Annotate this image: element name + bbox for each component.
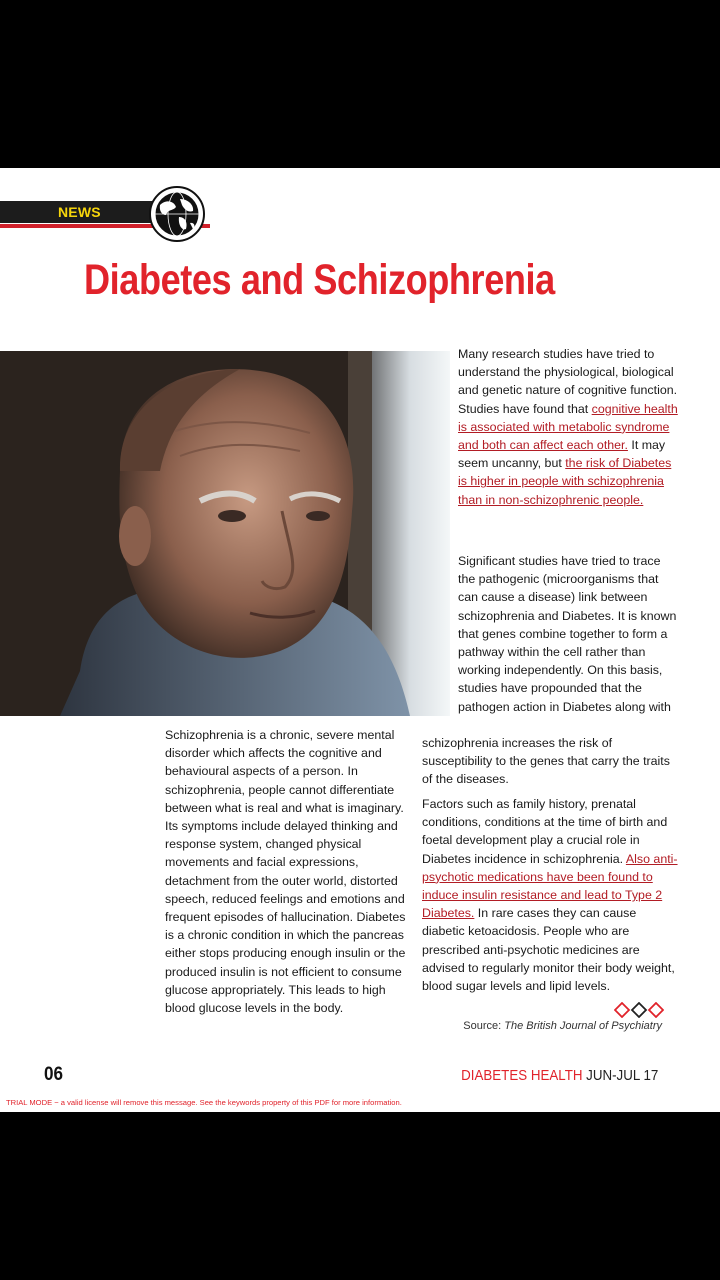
paragraph-text: schizophrenia increases the risk of susceptibility to the genes that carry the traits of the diseases. [422, 736, 670, 787]
paragraph-text: Schizophrenia is a chronic, severe mental disorder which affects the cognitive and behavioural aspects of a person. In schizophrenia, people cannot differentiate between what is real and what is imaginary. Its symptoms include delayed thinking and response system, changed physical movements and facial expressions, detachment from the outer world, distorted speech, reduced feelings and emotions and frequent episodes of hallucination. Diabetes is a chronic condition in which the pancreas either stops producing enough insulin or the produced insulin is not efficient to consume glucose appropriately. This leads to high blood glucose levels in the body. [165, 728, 406, 1016]
paragraph-pathogenic-link [458, 552, 678, 716]
source-journal: The British Journal of Psychiatry [504, 1020, 662, 1032]
paragraph-cognitive-health [458, 345, 678, 509]
magazine-page [0, 168, 720, 1112]
trial-mode-notice: TRIAL MODE − a valid license will remove this message. See the keywords property of this PDF for more information. [6, 1098, 402, 1107]
article-title: Diabetes and Schizophrenia [84, 256, 555, 304]
end-mark-diamonds-icon [614, 1002, 664, 1018]
magazine-footer [461, 1068, 658, 1084]
paragraph-schizophrenia-definition [165, 726, 411, 1017]
elderly-man-photo [0, 351, 450, 716]
link-cognitive-health[interactable]: cognitive health is associated with metabolic syndrome and both can affect each other. [458, 401, 678, 453]
paragraph-text: In rare cases they can cause diabetic ketoacidosis. People who are prescribed anti-psychotic medicines are advised to regularly monitor their body weight, blood sugar levels and lipid levels. [422, 906, 675, 994]
page-number: 06 [44, 1064, 64, 1085]
source-prefix: Source: [463, 1020, 505, 1032]
paragraph-text: Significant studies have tried to trace the pathogenic (microorganisms that can cause a disease) link between schizophrenia and Diabetes. It is known that genes combine together to form a pathway within the cell rather than working independently. On this basis, studies have propounded that the pathogen action in Diabetes along with [458, 554, 677, 714]
issue-date: JUN-JUL 17 [585, 1068, 658, 1084]
paragraph-text: Many research studies have tried to understand the physiological, biological and genetic nature of cognitive function. Studies have found that [458, 347, 678, 416]
paragraph-risk-factors [422, 795, 678, 995]
source-citation [422, 1020, 662, 1032]
photo-illustration [0, 351, 450, 716]
paragraph-text: Factors such as family history, prenatal conditions, conditions at the time of birth and foetal development play a crucial role in Diabetes incidence in schizophrenia. [422, 797, 668, 866]
globe-icon [146, 185, 208, 243]
link-diabetes-risk[interactable]: the risk of Diabetes is higher in people with schizophrenia than in non-schizophrenic people. [458, 456, 672, 507]
link-anti-psychotic[interactable]: Also anti-psychotic medications have been found to induce insulin resistance and lead to Type 2 Diabetes. [422, 851, 678, 921]
paragraph-pathogenic-link-continued [422, 734, 678, 789]
paragraph-text: It may seem uncanny, but [458, 438, 666, 471]
section-label: NEWS [58, 204, 101, 220]
magazine-name: DIABETES HEALTH [460, 1068, 583, 1084]
